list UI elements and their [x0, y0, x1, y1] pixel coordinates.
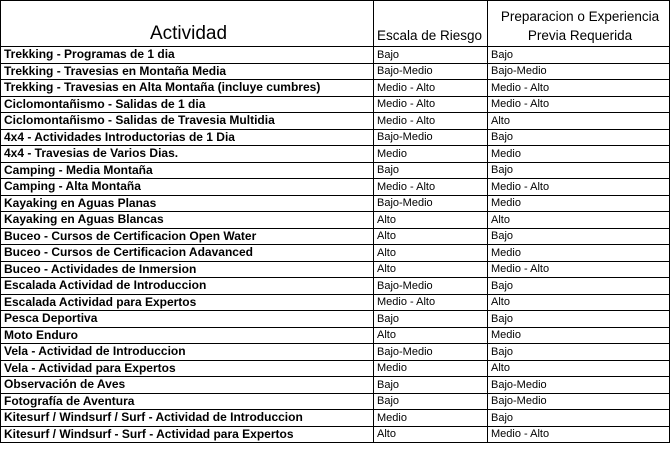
table-row	[1, 294, 670, 311]
activity-cell: Buceo - Cursos de Certificacion Open Water	[1, 228, 374, 245]
table-row	[1, 96, 670, 113]
activity-cell: Buceo - Cursos de Certificacion Adavanced	[1, 245, 374, 262]
table-body	[1, 47, 670, 443]
header-escala-riesgo: Escala de Riesgo	[374, 1, 488, 47]
table-row	[1, 261, 670, 278]
table-row	[1, 377, 670, 394]
preparation-cell: Alto	[488, 294, 670, 311]
preparation-cell: Medio - Alto	[488, 80, 670, 97]
risk-cell: Medio - Alto	[374, 80, 488, 97]
preparation-cell: Bajo	[488, 129, 670, 146]
preparation-cell: Medio - Alto	[488, 261, 670, 278]
preparation-cell: Bajo	[488, 47, 670, 64]
table-row	[1, 245, 670, 262]
preparation-cell: Medio - Alto	[488, 96, 670, 113]
preparation-cell: Bajo	[488, 410, 670, 427]
preparation-cell: Medio	[488, 146, 670, 163]
activity-cell: Kayaking en Aguas Blancas	[1, 212, 374, 229]
risk-cell: Alto	[374, 261, 488, 278]
activity-cell: Vela - Actividad para Expertos	[1, 360, 374, 377]
risk-cell: Bajo	[374, 162, 488, 179]
header-preparacion	[488, 1, 670, 47]
table-row	[1, 195, 670, 212]
activity-cell: Observación de Aves	[1, 377, 374, 394]
activity-cell: Trekking - Travesias en Alta Montaña (incluye cumbres)	[1, 80, 374, 97]
risk-cell: Medio	[374, 146, 488, 163]
activity-cell: Fotografía de Aventura	[1, 393, 374, 410]
header-actividad: Actividad	[1, 1, 374, 47]
activity-cell: Pesca Deportiva	[1, 311, 374, 328]
header-preparacion-line2: Previa Requerida	[527, 28, 633, 43]
preparation-cell: Medio - Alto	[488, 426, 670, 443]
activity-cell: Trekking - Programas de 1 dia	[1, 47, 374, 64]
table-row	[1, 426, 670, 443]
activity-cell: Kitesurf / Windsurf - Surf - Actividad para Expertos	[1, 426, 374, 443]
risk-cell: Alto	[374, 426, 488, 443]
table-row	[1, 393, 670, 410]
table-row	[1, 146, 670, 163]
risk-cell: Medio	[374, 410, 488, 427]
risk-cell: Medio - Alto	[374, 96, 488, 113]
risk-cell: Bajo	[374, 393, 488, 410]
table-row	[1, 80, 670, 97]
risk-cell: Medio	[374, 360, 488, 377]
table-row	[1, 63, 670, 80]
preparation-cell: Alto	[488, 360, 670, 377]
risk-cell: Alto	[374, 245, 488, 262]
table-row	[1, 212, 670, 229]
risk-cell: Alto	[374, 327, 488, 344]
risk-cell: Bajo	[374, 377, 488, 394]
activity-cell: Escalada Actividad de Introduccion	[1, 278, 374, 295]
table-row	[1, 162, 670, 179]
preparation-cell: Bajo-Medio	[488, 393, 670, 410]
risk-cell: Bajo-Medio	[374, 195, 488, 212]
risk-cell: Alto	[374, 212, 488, 229]
activity-cell: Buceo - Actividades de Inmersion	[1, 261, 374, 278]
activity-cell: Moto Enduro	[1, 327, 374, 344]
table-row	[1, 179, 670, 196]
preparation-cell: Medio	[488, 195, 670, 212]
risk-cell: Medio - Alto	[374, 113, 488, 130]
preparation-cell: Medio	[488, 245, 670, 262]
table-row	[1, 47, 670, 64]
preparation-cell: Bajo	[488, 162, 670, 179]
table-row	[1, 113, 670, 130]
activity-cell: Camping - Media Montaña	[1, 162, 374, 179]
risk-cell: Bajo	[374, 311, 488, 328]
risk-cell: Medio - Alto	[374, 179, 488, 196]
preparation-cell: Bajo	[488, 344, 670, 361]
risk-cell: Bajo-Medio	[374, 278, 488, 295]
table-row	[1, 327, 670, 344]
activity-cell: Kitesurf / Windsurf / Surf - Actividad de Introduccion	[1, 410, 374, 427]
risk-cell: Bajo-Medio	[374, 63, 488, 80]
activity-cell: Ciclomontañismo - Salidas de 1 dia	[1, 96, 374, 113]
activity-cell: Escalada Actividad para Expertos	[1, 294, 374, 311]
table-row	[1, 344, 670, 361]
preparation-cell: Bajo-Medio	[488, 377, 670, 394]
table-row	[1, 311, 670, 328]
activity-cell: 4x4 - Travesias de Varios Dias.	[1, 146, 374, 163]
preparation-cell: Bajo	[488, 278, 670, 295]
table-header	[1, 1, 670, 47]
preparation-cell: Bajo	[488, 228, 670, 245]
activity-cell: 4x4 - Actividades Introductorias de 1 Dia	[1, 129, 374, 146]
activity-cell: Vela - Actividad de Introduccion	[1, 344, 374, 361]
risk-cell: Medio - Alto	[374, 294, 488, 311]
table-row	[1, 410, 670, 427]
preparation-cell: Medio - Alto	[488, 179, 670, 196]
preparation-cell: Alto	[488, 212, 670, 229]
risk-cell: Alto	[374, 228, 488, 245]
activity-cell: Trekking - Travesias en Montaña Media	[1, 63, 374, 80]
risk-cell: Bajo-Medio	[374, 129, 488, 146]
preparation-cell: Bajo-Medio	[488, 63, 670, 80]
preparation-cell: Bajo	[488, 311, 670, 328]
table-row	[1, 278, 670, 295]
preparation-cell: Alto	[488, 113, 670, 130]
table-row	[1, 228, 670, 245]
header-row	[1, 1, 670, 47]
risk-cell: Bajo-Medio	[374, 344, 488, 361]
risk-cell: Bajo	[374, 47, 488, 64]
activity-cell: Ciclomontañismo - Salidas de Travesia Multidia	[1, 113, 374, 130]
table-row	[1, 360, 670, 377]
activity-cell: Camping - Alta Montaña	[1, 179, 374, 196]
activity-cell: Kayaking en Aguas Planas	[1, 195, 374, 212]
header-preparacion-line1: Preparacion o Experiencia	[500, 9, 660, 24]
preparation-cell: Medio	[488, 327, 670, 344]
table-row	[1, 129, 670, 146]
